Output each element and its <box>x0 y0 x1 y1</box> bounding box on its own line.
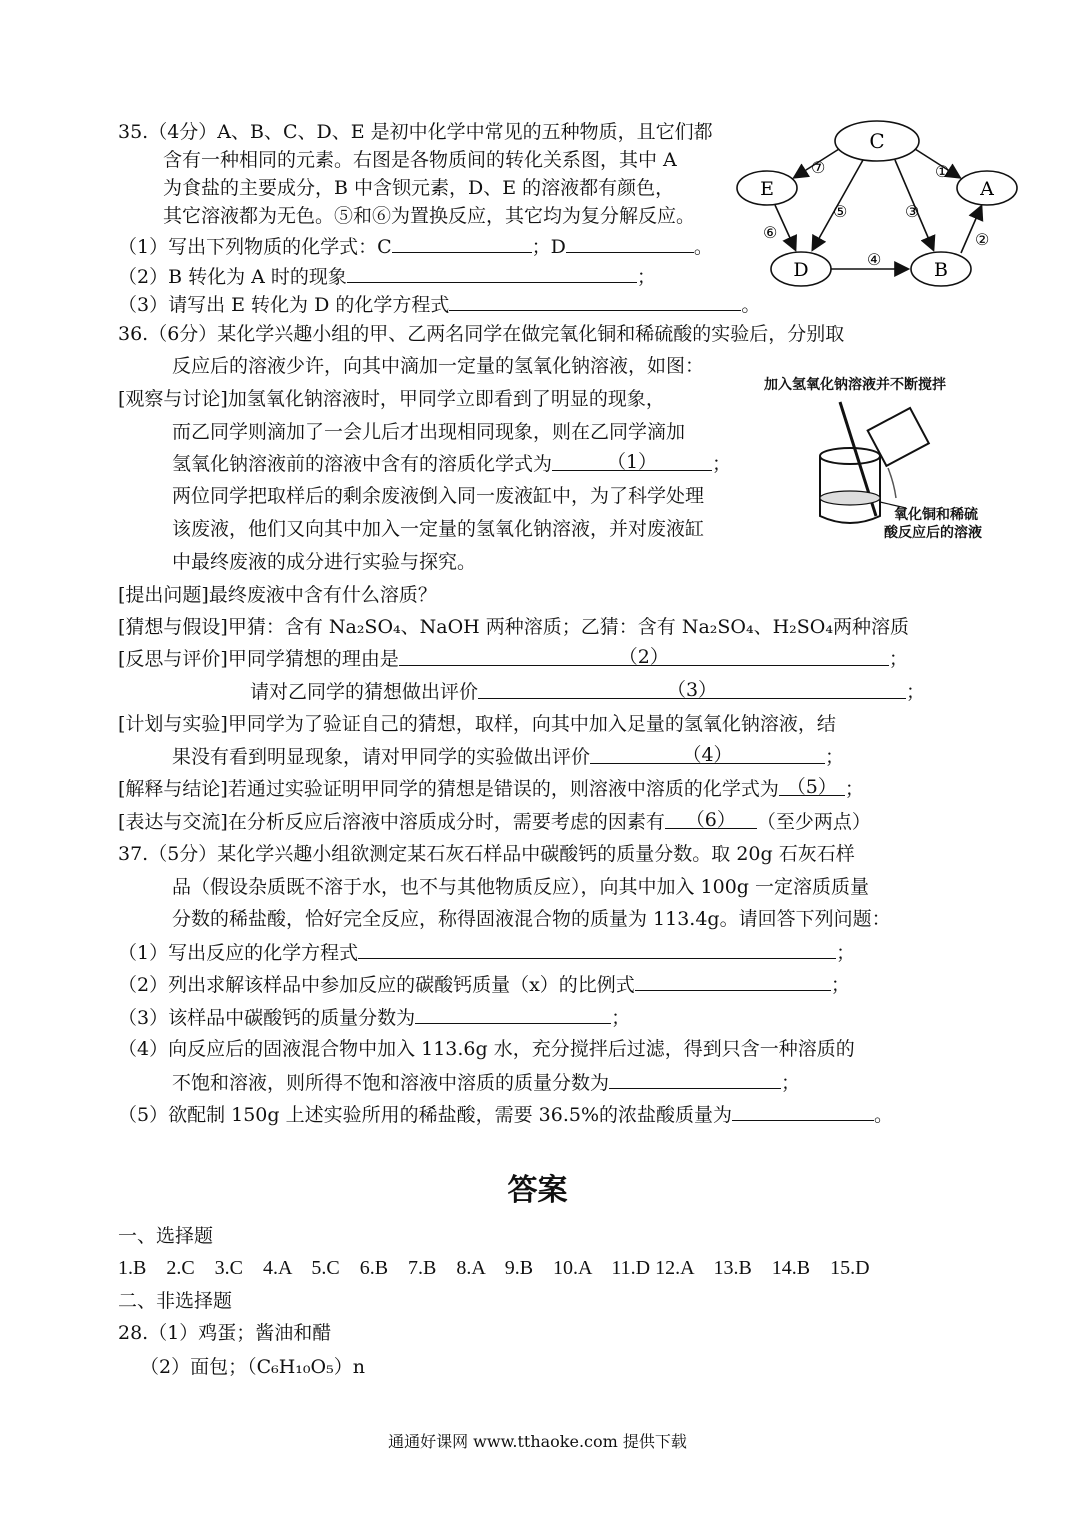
blank-number: （6） <box>685 809 736 831</box>
semicolon: ； <box>825 746 845 768</box>
q35-line-2: 含有一种相同的元素。右图是各物质间的转化关系图，其中 A <box>163 149 677 171</box>
q36-reflection-1 <box>118 647 908 671</box>
q36-obs-3 <box>172 452 731 476</box>
edge-label-4: ④ <box>867 250 882 269</box>
blank-number: （3） <box>666 679 718 701</box>
q35-line-1: 35.（4分）A、B、C、D、E 是初中化学中常见的五种物质，且它们都 <box>118 121 713 143</box>
pour-stream <box>888 468 896 498</box>
semicolon: ； <box>888 648 908 670</box>
figure-caption-top: 加入氢氧化钠溶液并不断搅拌 <box>764 377 946 393</box>
blank-number: （5） <box>786 776 837 798</box>
q37-sub4-line-2 <box>172 1070 800 1095</box>
q36-plan-2-text: 果没有看到明显现象，请对甲同学的实验做出评价 <box>172 746 591 768</box>
q35-sub1 <box>118 234 713 259</box>
q36-plan-1: [计划与实验]甲同学为了验证自己的猜想，取样，向其中加入足量的氢氧化钠溶液，结 <box>118 713 836 735</box>
q36-reflection-1-text: [反思与评价]甲同学猜想的理由是 <box>118 648 399 670</box>
q37-sub3 <box>118 1005 630 1030</box>
answers-choices: 1.B 2.C 3.C 4.A 5.C 6.B 7.B 8.A 9.B 10.A 11.D 12.A 13.B 14.B 15.D <box>118 1257 870 1279</box>
blank-number: （2） <box>618 646 669 668</box>
q36-obs-4: 两位同学把取样后的剩余废液倒入同一废液缸中，为了科学处理 <box>172 485 705 507</box>
page-footer: 通通好课网 www.tthaoke.com 提供下载 <box>388 1432 687 1451</box>
q35-line-3: 为食盐的主要成分，B 中含钡元素，D、E 的溶液都有颜色， <box>163 177 675 199</box>
period: 。 <box>874 1104 894 1126</box>
q35-sub1-end: 。 <box>693 236 713 258</box>
answer-blank[interactable] <box>449 292 741 311</box>
q36-obs-1: [观察与讨论]加氢氧化钠溶液时，甲同学立即看到了明显的现象， <box>118 388 665 410</box>
edge-label-6: ⑥ <box>763 223 778 242</box>
q36-intro-2: 反应后的溶液少许，向其中滴加一定量的氢氧化钠溶液，如图： <box>172 355 705 377</box>
pouring-beaker <box>868 408 929 466</box>
q37-sub5 <box>118 1102 893 1127</box>
q36-reflection-2 <box>250 680 925 704</box>
answer-blank[interactable] <box>609 1070 781 1089</box>
answers-section-1: 一、选择题 <box>118 1225 214 1247</box>
node-a-label: A <box>980 178 994 200</box>
node-b-label: B <box>934 259 948 281</box>
q35-sub3-end: 。 <box>741 294 761 316</box>
answer-blank[interactable] <box>635 972 831 991</box>
q36-expression <box>118 810 871 834</box>
beaker-rim <box>820 448 880 464</box>
q36-expression-end: （至少两点） <box>756 811 871 833</box>
answer-blank[interactable] <box>347 264 637 283</box>
answer-blank-2[interactable] <box>399 647 889 666</box>
solution-level <box>820 491 880 505</box>
q36-intro-1: 36.（6分）某化学兴趣小组的甲、乙两名同学在做完氧化铜和稀硫酸的实验后，分别取 <box>118 323 845 345</box>
semicolon: ； <box>836 942 856 964</box>
q36-question: [提出问题]最终废液中含有什么溶质？ <box>118 584 437 606</box>
q37-sub3-text: （3）该样品中碳酸钙的质量分数为 <box>118 1007 416 1029</box>
q35-sub2-end: ； <box>636 266 656 288</box>
blank-number: （1） <box>606 451 658 473</box>
edge-e-d <box>775 205 795 249</box>
answer-blank-4[interactable] <box>590 745 825 764</box>
answer-blank[interactable] <box>566 234 694 253</box>
q37-intro-1: 37.（5分）某化学兴趣小组欲测定某石灰石样品中碳酸钙的质量分数。取 20g 石灰石样 <box>118 843 855 865</box>
answer-blank-3[interactable] <box>478 680 906 699</box>
answer-blank[interactable] <box>392 234 532 253</box>
q36-expression-text: [表达与交流]在分析反应后溶液中溶质成分时，需要考虑的因素有 <box>118 811 665 833</box>
figure-caption-bottom-1: 氧化铜和稀硫 <box>894 507 978 523</box>
semicolon: ； <box>844 778 864 800</box>
edge-label-5: ⑤ <box>833 202 848 221</box>
q36-hypothesis: [猜想与假设]甲猜：含有 Na₂SO₄、NaOH 两种溶质；乙猜：含有 Na₂SO₄、H₂SO₄两种溶质 <box>118 616 909 638</box>
figure-caption-bottom-2: 酸反应后的溶液 <box>884 525 982 541</box>
edge-label-7: ⑦ <box>811 158 826 177</box>
q35-sub1-d: ；D <box>531 236 566 258</box>
answer-blank-5[interactable] <box>779 777 845 796</box>
q36-obs-3-end: ； <box>712 453 732 475</box>
q36-conclusion-text: [解释与结论]若通过实验证明甲同学的猜想是错误的，则溶液中溶质的化学式为 <box>118 778 779 800</box>
q37-sub4-line-1: （4）向反应后的固液混合物中加入 113.6g 水，充分搅拌后过滤，得到只含一种溶质的 <box>118 1038 855 1060</box>
answer-blank-1[interactable] <box>552 452 712 471</box>
semicolon: ； <box>830 974 850 996</box>
node-e-label: E <box>760 178 774 200</box>
node-d-label: D <box>793 259 809 281</box>
q37-sub1-text: （1）写出反应的化学方程式 <box>118 942 359 964</box>
q35-sub3 <box>118 292 760 317</box>
semicolon: ； <box>781 1072 801 1094</box>
q36-conclusion <box>118 777 864 801</box>
q37-sub2-text: （2）列出求解该样品中参加反应的碳酸钙质量（x）的比例式 <box>118 974 635 996</box>
q36-obs-5: 该废液，他们又向其中加入一定量的氢氧化钠溶液，并对废液缸 <box>172 518 705 540</box>
q37-sub2 <box>118 972 850 997</box>
q37-intro-2: 品（假设杂质既不溶于水，也不与其他物质反应），向其中加入 100g 一定溶质质量 <box>172 876 870 898</box>
q36-obs-6: 中最终废液的成分进行实验与探究。 <box>172 551 477 573</box>
q36-obs-3-text: 氢氧化钠溶液前的溶液中含有的溶质化学式为 <box>172 453 553 475</box>
answer-blank-6[interactable] <box>665 810 757 829</box>
beaker-body <box>820 456 880 523</box>
conversion-diagram <box>735 115 1050 295</box>
q35-line-4: 其它溶液都为无色。⑤和⑥为置换反应，其它均为复分解反应。 <box>163 205 696 227</box>
answer-28-1: 28.（1）鸡蛋；酱油和醋 <box>118 1322 332 1344</box>
edge-label-1: ① <box>935 162 950 181</box>
q35-sub2-text: （2）B 转化为 A 时的现象 <box>118 266 347 288</box>
edge-label-3: ③ <box>905 202 920 221</box>
q35-sub1-text: （1）写出下列物质的化学式：C <box>118 236 392 258</box>
answer-blank[interactable] <box>732 1102 874 1121</box>
blank-number: （4） <box>682 744 733 766</box>
q36-plan-2 <box>172 745 844 769</box>
q35-sub3-text: （3）请写出 E 转化为 D 的化学方程式 <box>118 294 450 316</box>
semicolon: ； <box>906 681 926 703</box>
q37-intro-3: 分数的稀盐酸，恰好完全反应，称得固液混合物的质量为 113.4g。请回答下列问题： <box>172 908 891 930</box>
node-c-label: C <box>869 129 885 153</box>
answers-title: 答案 <box>507 1173 568 1208</box>
q37-sub1 <box>118 940 855 965</box>
q36-reflection-2-text: 请对乙同学的猜想做出评价 <box>250 681 479 703</box>
answer-28-2: （2）面包；（C₆H₁₀O₅）n <box>140 1356 365 1378</box>
edge-label-2: ② <box>975 230 990 249</box>
answer-blank[interactable] <box>415 1005 611 1024</box>
q35-sub2 <box>118 264 656 289</box>
answer-blank[interactable] <box>358 940 836 959</box>
q37-sub4-text: 不饱和溶液，则所得不饱和溶液中溶质的质量分数为 <box>172 1072 610 1094</box>
q37-sub5-text: （5）欲配制 150g 上述实验所用的稀盐酸，需要 36.5%的浓盐酸质量为 <box>118 1104 732 1126</box>
semicolon: ； <box>611 1007 631 1029</box>
answers-section-2: 二、非选择题 <box>118 1290 233 1312</box>
q36-obs-2: 而乙同学则滴加了一会儿后才出现相同现象，则在乙同学滴加 <box>172 421 686 443</box>
